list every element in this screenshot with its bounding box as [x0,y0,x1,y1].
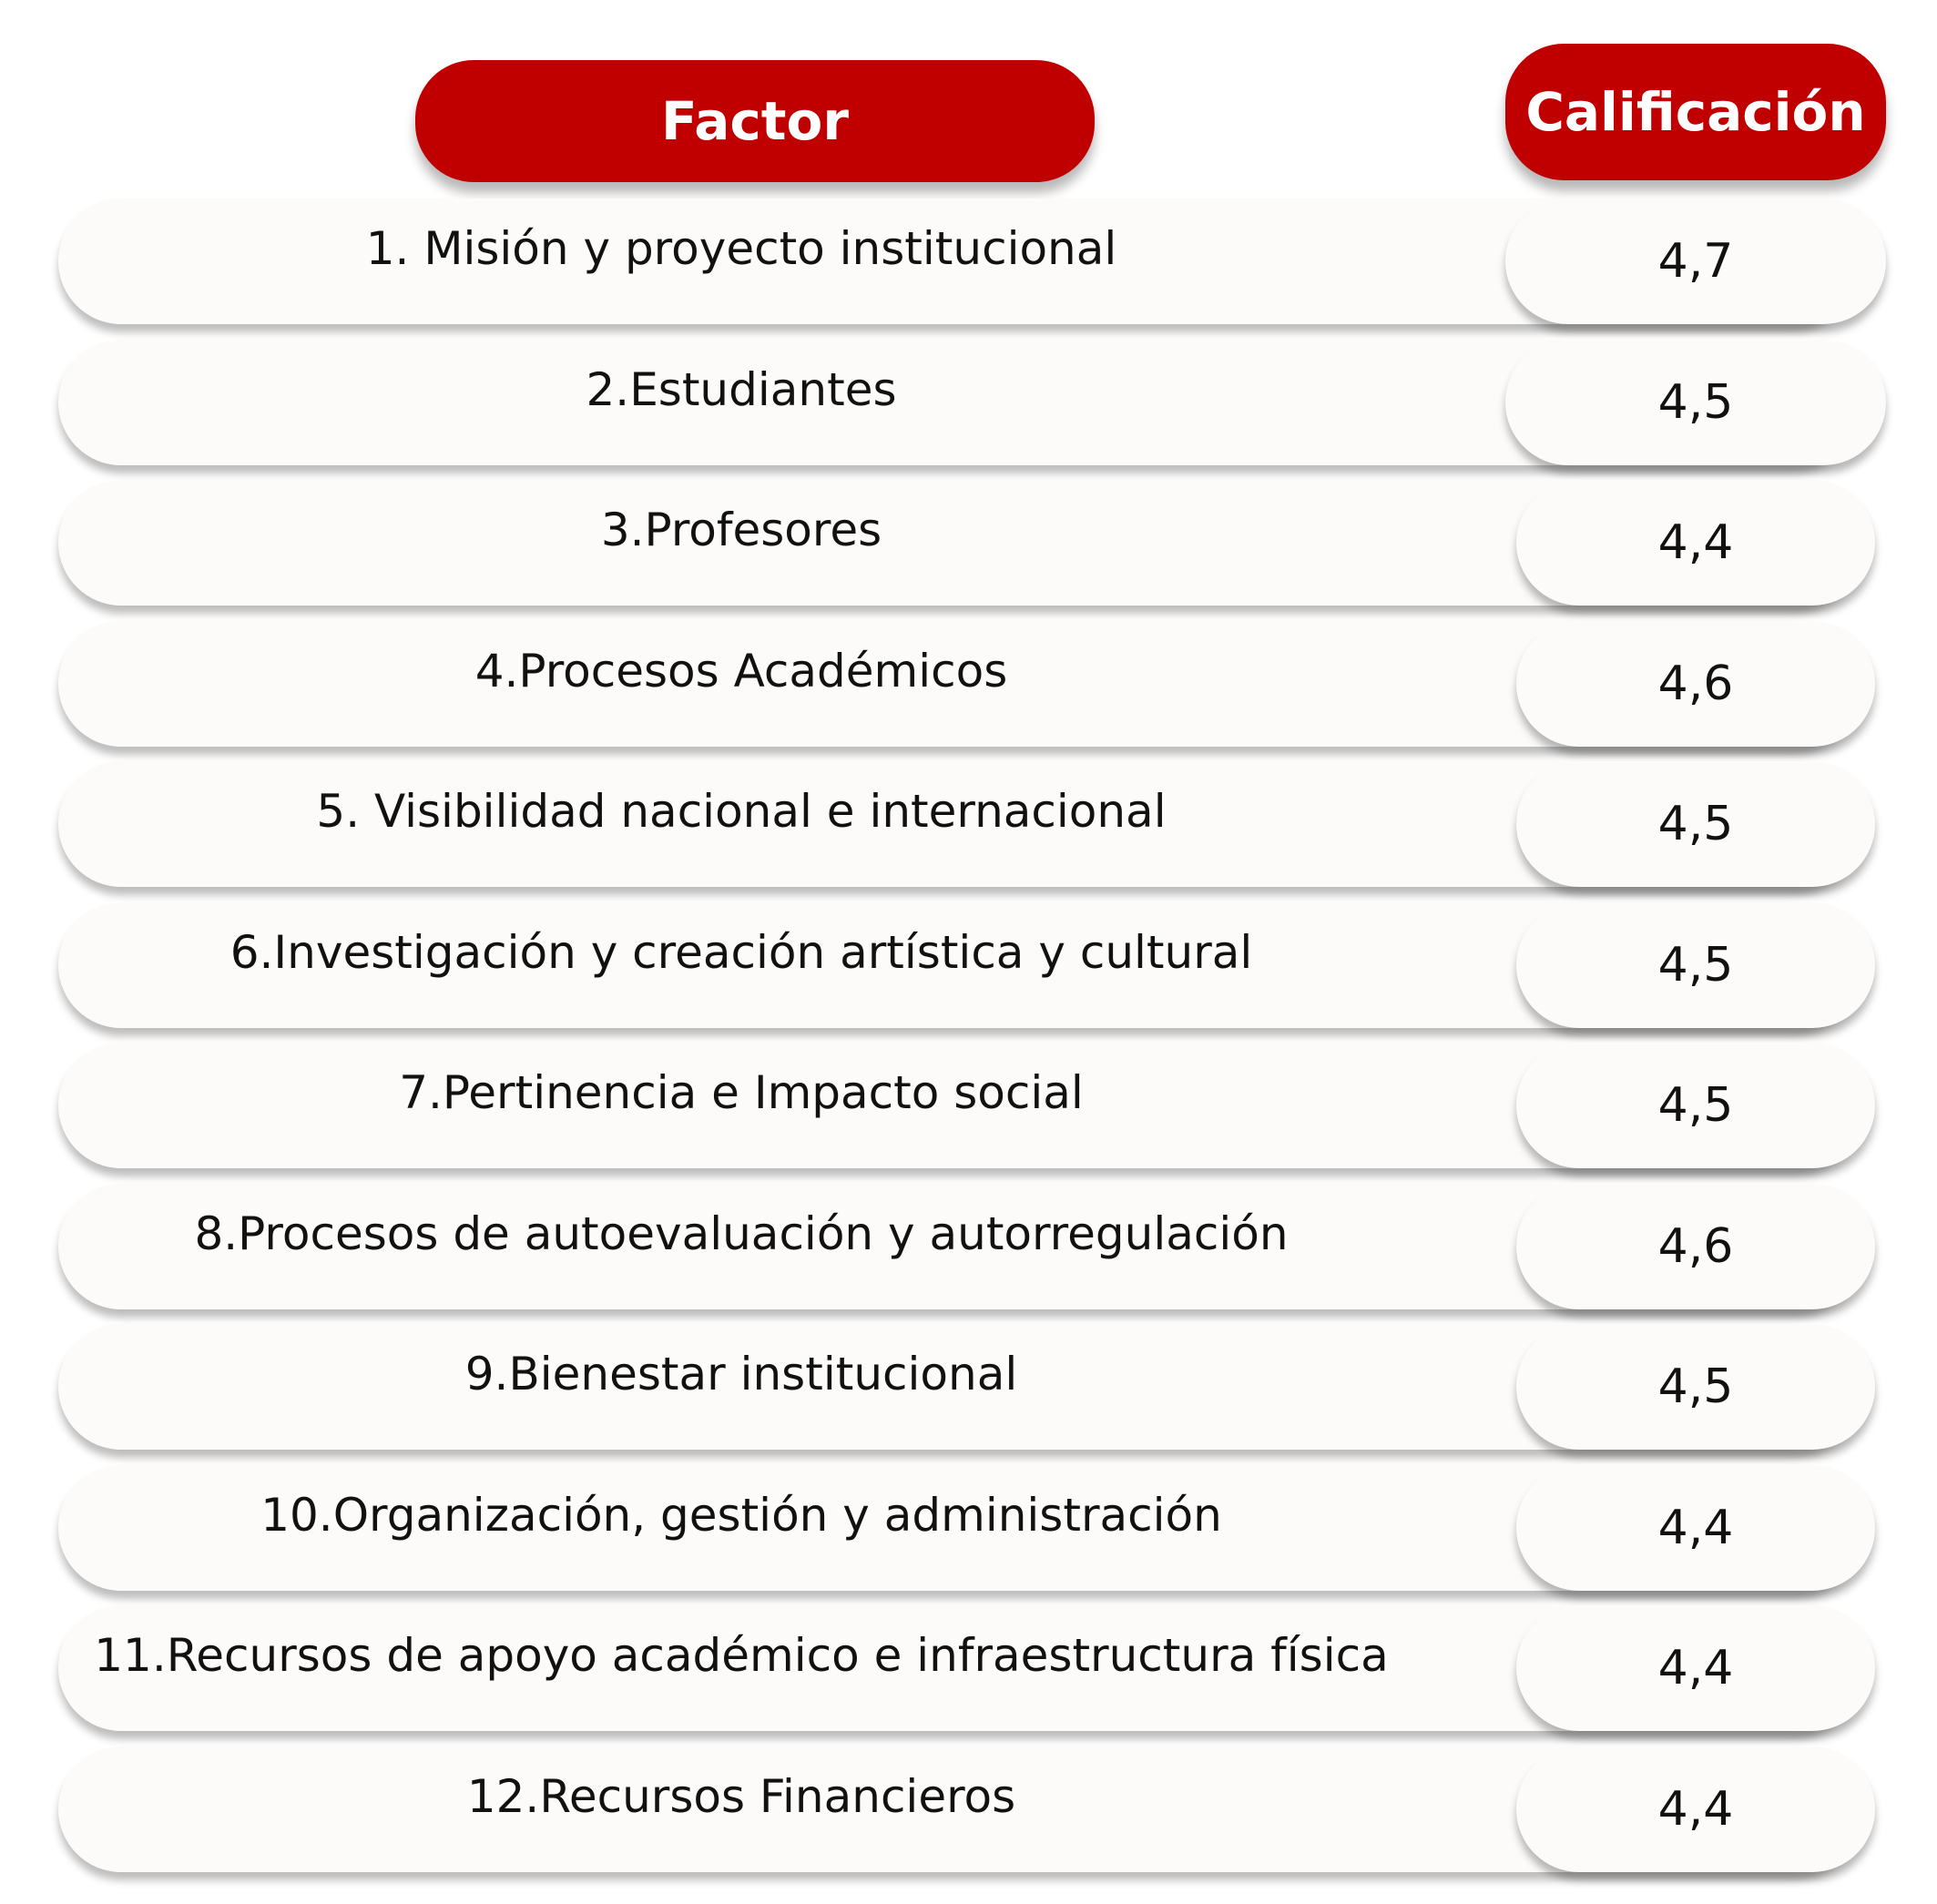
rating-value: 4,5 [1516,761,1875,887]
table-row [58,199,1858,324]
factor-name: 12.Recursos Financieros [466,1770,1016,1823]
factor-name: 2.Estudiantes [586,363,897,416]
table-row [58,1184,1858,1309]
factor-name: 9.Bienestar institucional [464,1348,1018,1400]
factor-name: 7.Pertinencia e Impacto social [399,1066,1084,1119]
factor-name: 11.Recursos de apoyo académico e infraestructura física [94,1629,1389,1682]
factor-name: 10.Organización, gestión y administración [260,1489,1222,1542]
rating-value: 4,6 [1516,1184,1875,1309]
rating-value: 4,5 [1516,1324,1875,1450]
factor-name: 4.Procesos Académicos [474,645,1008,697]
table-row [58,761,1858,887]
rating-value: 4,6 [1516,621,1875,747]
rating-value: 4,4 [1516,480,1875,606]
table-row [58,1605,1858,1731]
factor-name: 3.Profesores [600,504,882,556]
rating-value: 4,7 [1505,199,1886,324]
rating-value: 4,4 [1516,1605,1875,1731]
rating-value: 4,5 [1516,902,1875,1028]
rating-value: 4,4 [1516,1746,1875,1872]
table-row [58,902,1858,1028]
rating-value: 4,5 [1516,1043,1875,1168]
table-row [58,1043,1858,1168]
rating-value: 4,5 [1505,340,1886,465]
table-row [58,1465,1858,1591]
table-row [58,480,1858,606]
factor-name: 8.Procesos de autoevaluación y autorregulación [194,1207,1289,1260]
table-row [58,621,1858,747]
table-row [58,340,1858,465]
table-row [58,1324,1858,1450]
factor-name: 6.Investigación y creación artística y cultural [229,926,1253,979]
factor-name: 1. Misión y proyecto institucional [365,222,1117,275]
rating-value: 4,4 [1516,1465,1875,1591]
table-row [58,1746,1858,1872]
rating-header-label: Calificación [1525,81,1866,143]
factor-header-label: Factor [661,90,849,152]
factor-name: 5. Visibilidad nacional e internacional [316,785,1167,838]
